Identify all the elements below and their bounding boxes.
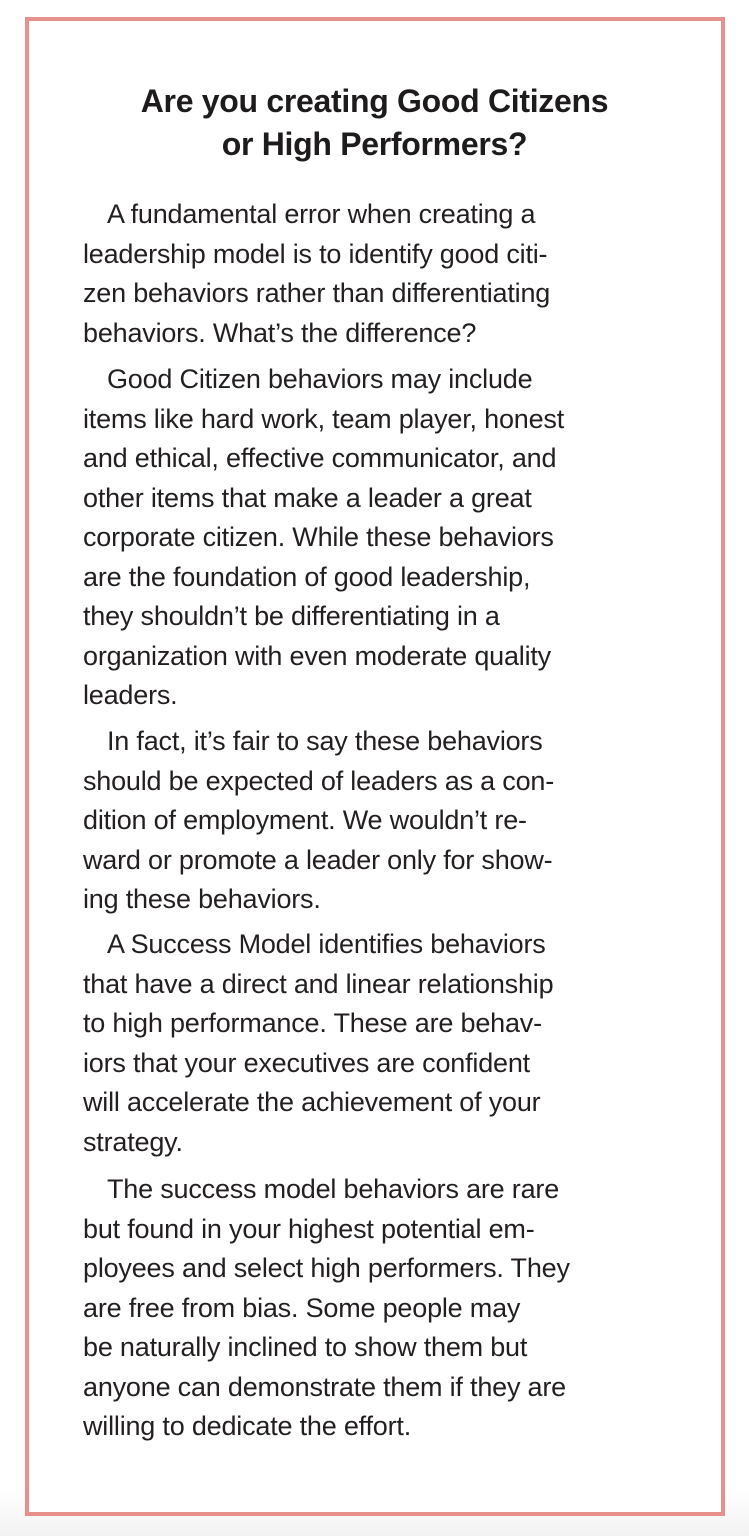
text-line: but found in your highest potential em- bbox=[83, 1213, 535, 1244]
text-line: should be expected of leaders as a con- bbox=[83, 765, 555, 796]
text-line: iors that your executives are confident bbox=[83, 1047, 530, 1078]
paragraph-2 bbox=[83, 360, 683, 716]
text-line: anyone can demonstrate them if they are bbox=[83, 1371, 566, 1402]
text-line: organization with even moderate quality bbox=[83, 640, 551, 671]
paragraph-1 bbox=[83, 195, 683, 353]
text-line: ployees and select high performers. They bbox=[83, 1253, 570, 1283]
paragraph-4 bbox=[83, 925, 683, 1162]
text-line: will accelerate the achievement of your bbox=[83, 1087, 541, 1117]
text-line: A Success Model identifies behaviors bbox=[107, 929, 546, 959]
text-line: zen behaviors rather than differentiating bbox=[83, 278, 551, 308]
text-line: and ethical, effective communicator, and bbox=[83, 443, 557, 473]
text-line: to high performance. These are behav- bbox=[83, 1008, 542, 1038]
text-line: behaviors. What’s the difference? bbox=[83, 317, 477, 348]
text-line: willing to dedicate the effort. bbox=[83, 1411, 412, 1441]
text-line: ing these behaviors. bbox=[83, 884, 321, 914]
text-line: Good Citizen behaviors may include bbox=[107, 364, 533, 394]
paragraph-3 bbox=[83, 722, 683, 920]
text-line: The success model behaviors are rare bbox=[107, 1174, 560, 1204]
text-line: strategy. bbox=[83, 1126, 183, 1157]
title-line: or High Performers? bbox=[221, 126, 528, 162]
text-line: corporate citizen. While these behaviors bbox=[83, 522, 554, 552]
text-line: dition of employment. We wouldn’t re- bbox=[83, 805, 527, 835]
title-line: Are you creating Good Citizens bbox=[140, 83, 609, 119]
text-line: are free from bias. Some people may bbox=[83, 1292, 521, 1323]
text-line: leaders. bbox=[83, 680, 178, 710]
text-line: items like hard work, team player, honest bbox=[83, 403, 565, 434]
page-title bbox=[0, 80, 749, 166]
paragraph-5 bbox=[83, 1170, 683, 1447]
text-line: In fact, it’s fair to say these behaviors bbox=[107, 726, 543, 756]
text-line: other items that make a leader a great bbox=[83, 482, 532, 513]
text-line: leadership model is to identify good citi- bbox=[83, 238, 548, 269]
text-line: are the foundation of good leadership, bbox=[83, 561, 531, 592]
text-line: be naturally inclined to show them but bbox=[83, 1332, 528, 1362]
text-line: they shouldn’t be differentiating in a bbox=[83, 601, 500, 631]
text-line: A fundamental error when creating a bbox=[107, 199, 536, 229]
text-line: ward or promote a leader only for show- bbox=[83, 844, 553, 875]
text-line: that have a direct and linear relationship bbox=[83, 968, 554, 999]
